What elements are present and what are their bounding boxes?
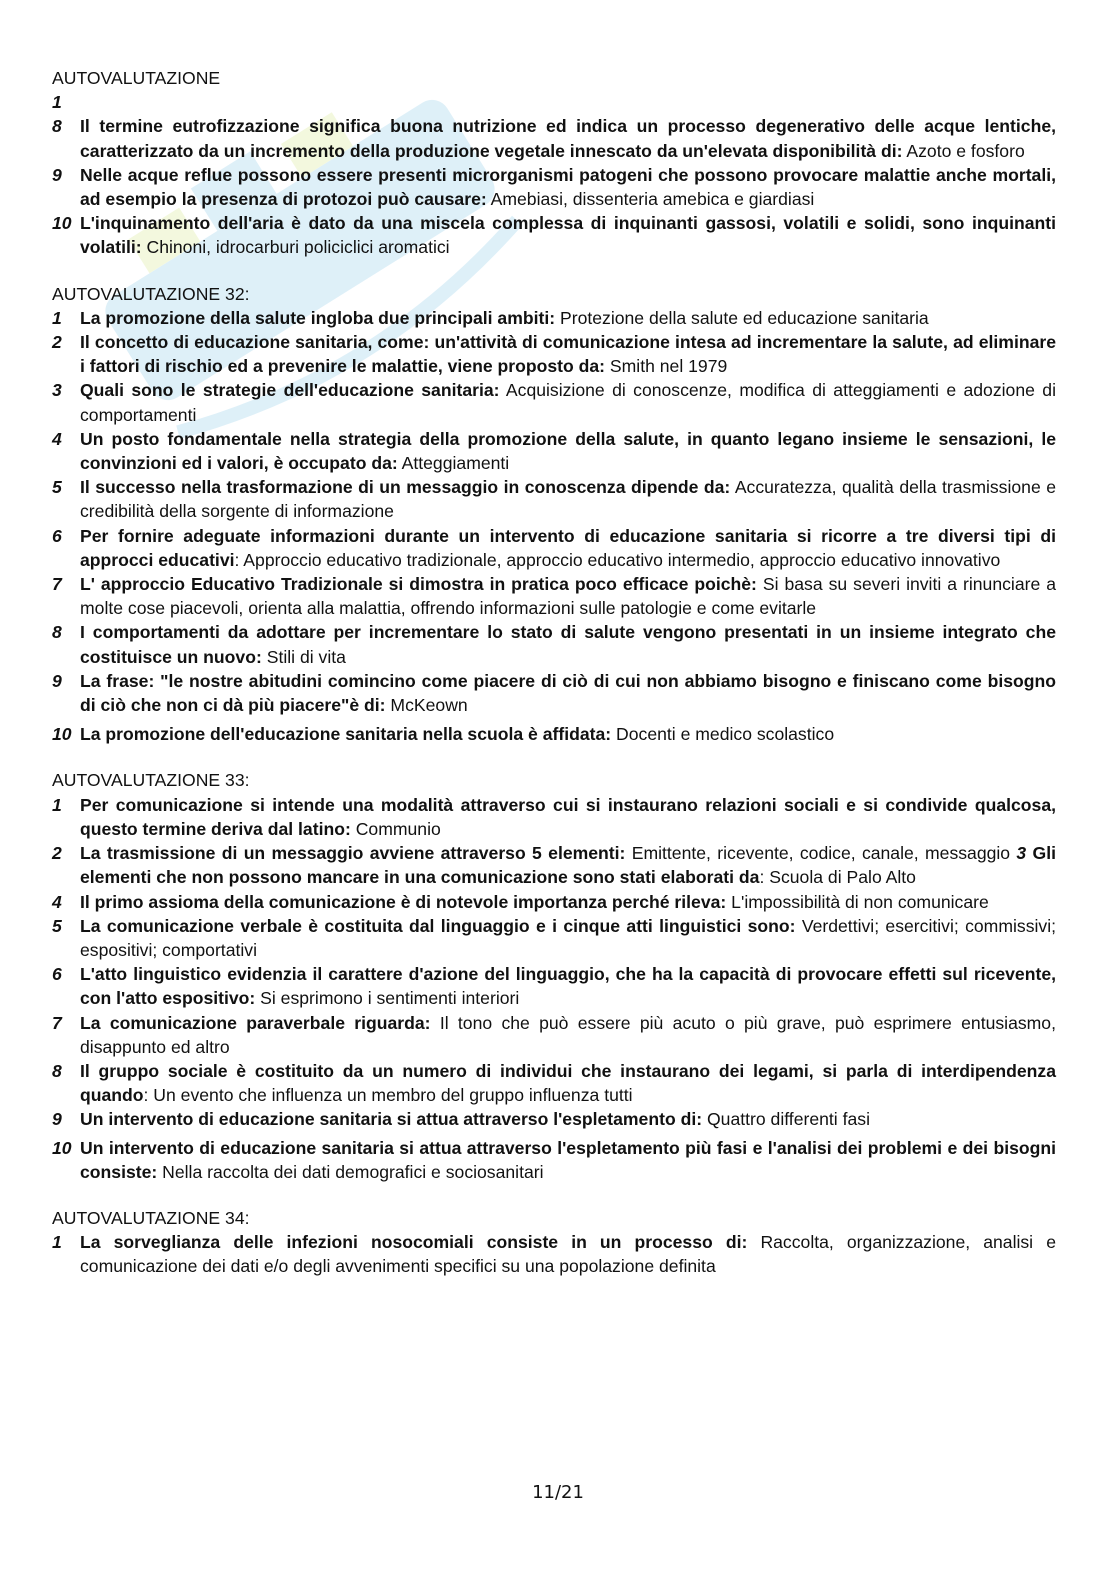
- item-number: 9: [52, 670, 62, 691]
- section-heading: AUTOVALUTAZIONE: [52, 68, 221, 88]
- question-text: I comportamenti da adottare per incrementare lo stato di salute vengono presentati in un insieme integrato che costituisce un nuovo:: [80, 622, 1056, 667]
- question-text: La frase: "le nostre abitudini comincino come piacere di ciò di cui non abbiamo bisogno e finiscano come bisogno di ciò che non ci dà più piacere"è di:: [80, 670, 1056, 716]
- question-text: Gli elementi che non possono mancare in una comunicazione sono stati elaborati da: [80, 843, 1057, 888]
- answer-text: L'impossibilità di non comunicare: [726, 891, 989, 912]
- list-item: [52, 1107, 1056, 1131]
- section-heading: AUTOVALUTAZIONE 34:: [52, 1207, 250, 1228]
- item-number: 4: [52, 891, 62, 912]
- item-number: 1: [52, 307, 62, 328]
- answer-text: Docenti e medico scolastico: [611, 724, 835, 745]
- answer-text: Quattro differenti fasi: [702, 1109, 870, 1130]
- item-number: 9: [52, 1109, 62, 1130]
- list-item: [52, 962, 1056, 1010]
- list-item: [52, 378, 1056, 426]
- question-text: La trasmissione di un messaggio avviene attraverso 5 elementi:: [80, 843, 626, 864]
- list-item: [52, 1011, 1056, 1059]
- answer-text: Chinoni, idrocarburi policiclici aromatici: [141, 237, 450, 258]
- list-item: [52, 669, 1056, 717]
- answer-text: : Approccio educativo tradizionale, approccio educativo intermedio, approccio educativo innovativo: [234, 549, 1001, 570]
- item-number: 5: [52, 915, 62, 936]
- question-text: La comunicazione verbale è costituita dal linguaggio e i cinque atti linguistici sono:: [80, 915, 796, 936]
- answer-text: : Scuola di Palo Alto: [759, 867, 916, 888]
- section-heading: AUTOVALUTAZIONE 32:: [52, 283, 250, 304]
- answer-text: Protezione della salute ed educazione sanitaria: [555, 307, 929, 328]
- item-number: 2: [52, 843, 62, 864]
- section-autovalutazione-32: [52, 282, 1056, 747]
- list-item: [52, 572, 1056, 620]
- question-text: L' approccio Educativo Tradizionale si dimostra in pratica poco efficace poichè:: [80, 574, 757, 595]
- answer-text: Il tono che può essere più acuto o più grave, può esprimere entusiasmo, disappunto ed altro: [80, 1012, 1056, 1057]
- item-number: 10: [52, 1137, 72, 1158]
- page-number: 11/21: [532, 1482, 584, 1503]
- question-text: La promozione della salute ingloba due principali ambiti:: [80, 307, 556, 328]
- answer-text: Accuratezza, qualità della trasmissione e credibilità della sorgente di informazione: [80, 477, 1057, 522]
- answer-text: Raccolta, organizzazione, analisi e comunicazione dei dati e/o degli avvenimenti specifici su una popolazione definita: [80, 1232, 1056, 1277]
- list-item: [52, 524, 1056, 572]
- item-number: 3: [52, 380, 62, 401]
- list-item: [52, 1230, 1056, 1278]
- list-item: [52, 163, 1056, 211]
- list-item: [52, 793, 1056, 841]
- answer-text: Emittente, ricevente, codice, canale, messaggio: [625, 843, 1017, 864]
- item-number: 1: [52, 92, 62, 113]
- answer-text: Atteggiamenti: [397, 453, 510, 474]
- list-item: [52, 620, 1056, 668]
- list-item: [52, 427, 1056, 475]
- answer-text: Si esprimono i sentimenti interiori: [255, 988, 520, 1009]
- question-text: Un intervento di educazione sanitaria si attua attraverso l'espletamento più fasi e l'analisi dei problemi e dei bisogni consiste:: [80, 1137, 1056, 1182]
- document-body: [52, 66, 1056, 1301]
- item-number: 1: [52, 1232, 62, 1253]
- item-number: 10: [52, 724, 72, 745]
- item-number: 8: [52, 116, 62, 137]
- question-text: Il gruppo sociale è costituito da un numero di individui che instaurano dei legami, si parla di interdipendenza quando: [80, 1060, 1056, 1106]
- answer-text: Verdettivi; esercitivi; commissivi; espositivi; comportativi: [80, 915, 1056, 960]
- answer-text: Stili di vita: [261, 646, 346, 667]
- item-number: 8: [52, 1060, 62, 1081]
- answer-text: : Un evento che influenza un membro del gruppo influenza tutti: [143, 1085, 633, 1106]
- answer-text: Amebiasi, dissenteria amebica e giardiasi: [486, 189, 815, 210]
- question-text: Per fornire adeguate informazioni durante un intervento di educazione sanitaria si ricorre a tre diversi tipi di approcci educativi: [80, 525, 1056, 570]
- list-item: [52, 475, 1056, 523]
- list-item: [52, 1136, 1056, 1184]
- question-text: La sorveglianza delle infezioni nosocomiali consiste in un processo di:: [80, 1232, 748, 1253]
- answer-text: Smith nel 1979: [605, 356, 728, 377]
- question-text: Un intervento di educazione sanitaria si attua attraverso l'espletamento di:: [80, 1109, 703, 1130]
- item-number: 6: [52, 525, 62, 546]
- question-text: Il primo assioma della comunicazione è di notevole importanza perché rileva:: [80, 891, 727, 912]
- item-number: 6: [52, 964, 62, 985]
- question-text: Nelle acque reflue possono essere presenti microrganismi patogeni che possono provocare malattie anche mortali, ad esempio la presenza di protozoi può causare:: [80, 164, 1056, 210]
- item-number: 7: [52, 1012, 62, 1033]
- question-text: Il concetto di educazione sanitaria, come: un'attività di comunicazione intesa ad incrementare la salute, ad eliminare i fattori di rischio ed a prevenire le malattie, viene proposto da:: [80, 332, 1056, 377]
- item-number: 1: [52, 794, 62, 815]
- answer-text: Si basa su severi inviti a rinunciare a molte cose piacevoli, orienta alla malattia, offrendo informazioni sulle patologie e come evitarle: [80, 574, 1057, 619]
- item-number: 9: [52, 164, 62, 185]
- question-text: La promozione dell'educazione sanitaria nella scuola è affidata:: [80, 724, 612, 745]
- list-item: [52, 114, 1056, 162]
- list-item: [52, 90, 1056, 114]
- question-text: Il termine eutrofizzazione significa buona nutrizione ed indica un processo degenerativo delle acque lentiche, caratterizzato da un incremento della produzione vegetale innescato da un'elevata disponibilità di:: [80, 116, 1056, 161]
- answer-text: Acquisizione di conoscenze, modifica di atteggiamenti e adozione di comportamenti: [80, 380, 1056, 425]
- list-item: [52, 914, 1056, 962]
- section-autovalutazione: [52, 66, 1056, 260]
- item-number: 8: [52, 622, 62, 643]
- question-text: La comunicazione paraverbale riguarda:: [80, 1012, 431, 1033]
- list-item: [52, 841, 1056, 889]
- item-number: 5: [52, 477, 62, 498]
- answer-text: Nella raccolta dei dati demografici e sociosanitari: [157, 1161, 544, 1182]
- question-text: L'inquinamento dell'aria è dato da una miscela complessa di inquinanti gassosi, volatili e solidi, sono inquinanti volatili:: [80, 213, 1056, 258]
- question-text: Quali sono le strategie dell'educazione sanitaria:: [80, 380, 500, 401]
- question-text: Un posto fondamentale nella strategia della promozione della salute, in quanto legano insieme le sensazioni, le convinzioni ed i valori, è occupato da:: [80, 428, 1056, 474]
- question-text: L'atto linguistico evidenzia il carattere d'azione del linguaggio, che ha la capacità di provocare effetti sul ricevente, con l'atto espositivo:: [80, 964, 1056, 1009]
- list-item: [52, 722, 1056, 746]
- list-item: [52, 330, 1056, 378]
- section-heading: AUTOVALUTAZIONE 33:: [52, 770, 250, 791]
- answer-text: Communio: [350, 818, 441, 839]
- item-number: 3: [1016, 843, 1027, 864]
- item-number: 7: [52, 574, 62, 595]
- question-text: Per comunicazione si intende una modalità attraverso cui si instaurano relazioni sociali e si condivide qualcosa, questo termine deriva dal latino:: [80, 794, 1056, 839]
- answer-text: Azoto e fosforo: [902, 140, 1025, 161]
- answer-text: McKeown: [385, 695, 468, 716]
- list-item: [52, 1059, 1056, 1107]
- item-number: 4: [52, 428, 62, 449]
- question-text: Il successo nella trasformazione di un messaggio in conoscenza dipende da:: [80, 477, 731, 498]
- item-number: 2: [52, 332, 62, 353]
- section-autovalutazione-33: [52, 768, 1056, 1183]
- list-item: [52, 306, 1056, 330]
- list-item: [52, 211, 1056, 259]
- section-autovalutazione-34: [52, 1206, 1056, 1279]
- list-item: [52, 890, 1056, 914]
- item-number: 10: [52, 213, 72, 234]
